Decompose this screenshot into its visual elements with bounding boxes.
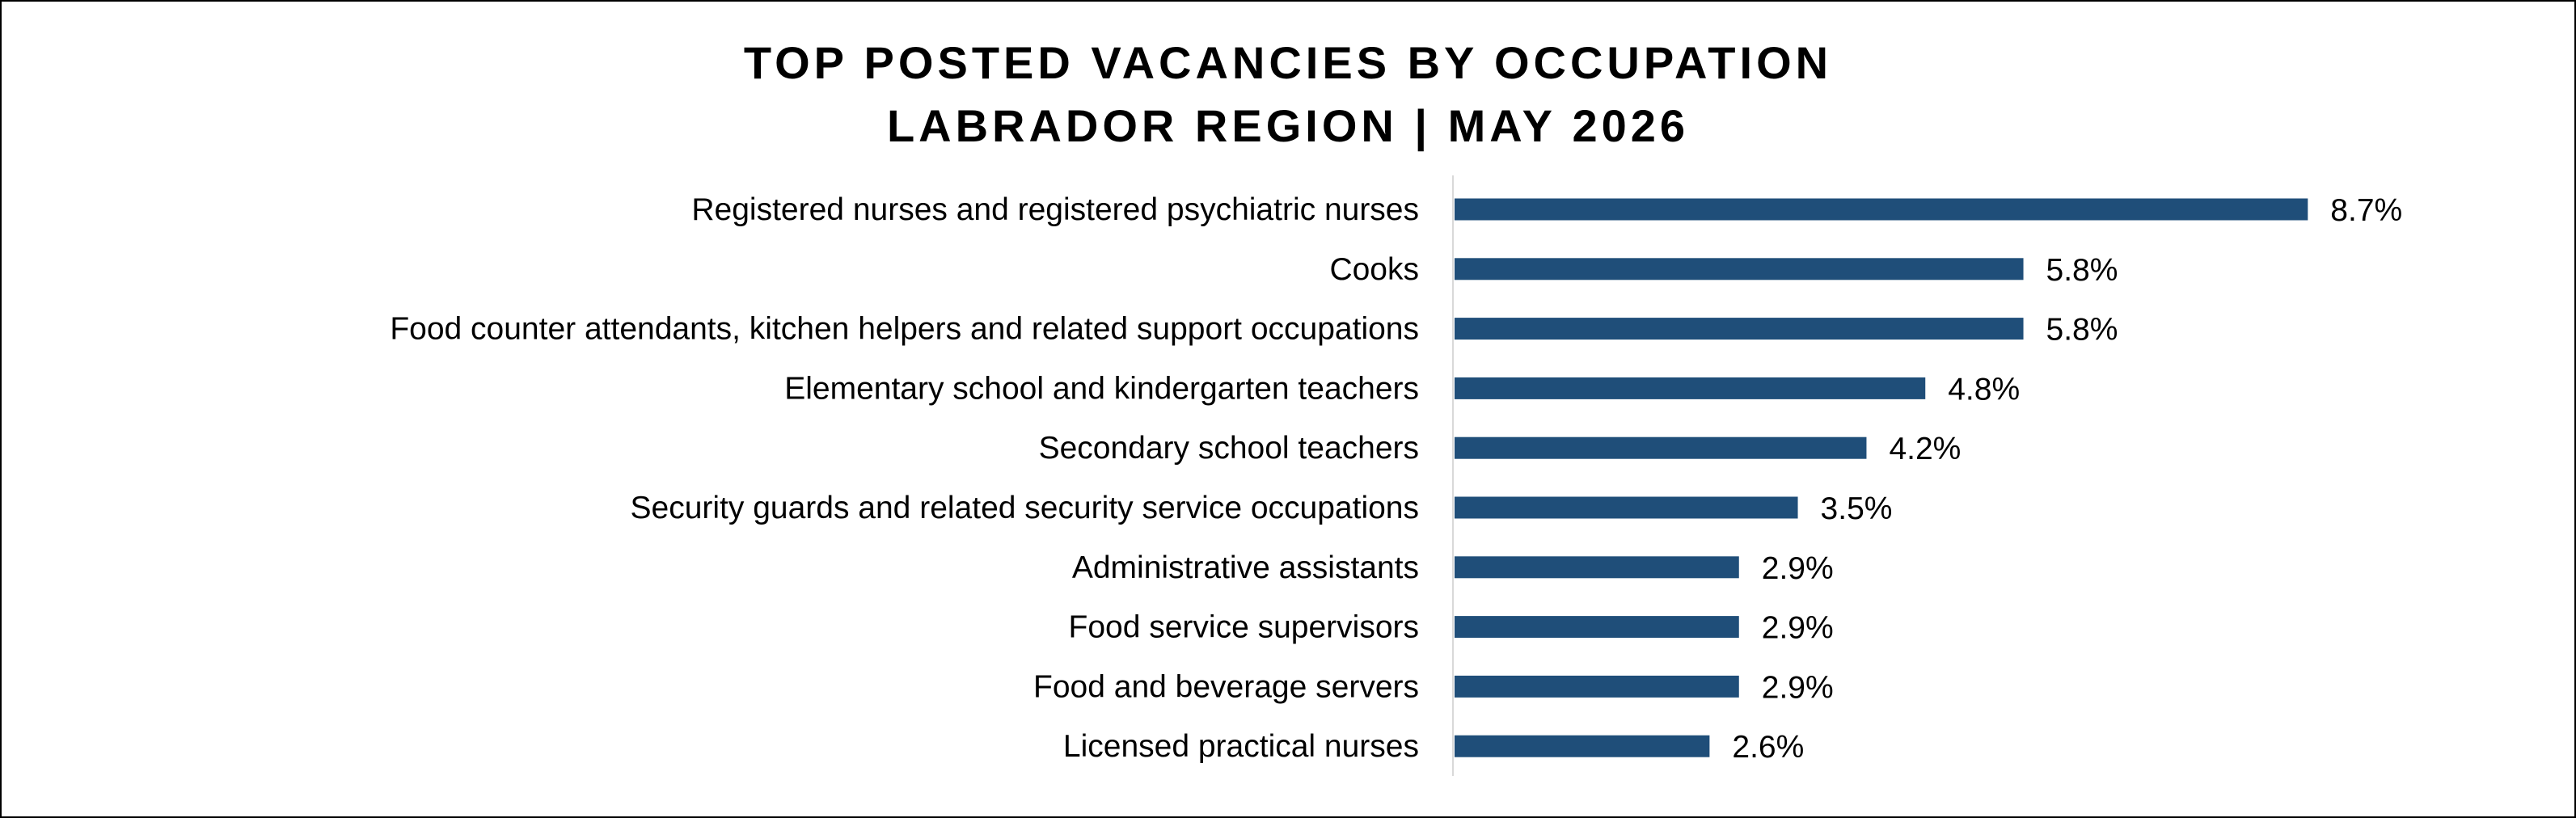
data-label: 4.2%: [1889, 432, 1962, 467]
category-label: Licensed practical nurses: [1062, 729, 1419, 765]
data-label: 8.7%: [2330, 193, 2403, 228]
chart-title: TOP POSTED VACANCIES BY OCCUPATION: [743, 37, 1833, 88]
data-label: 2.9%: [1761, 610, 1834, 646]
category-label: Registered nurses and registered psychiatric nurses: [691, 192, 1419, 227]
category-label: Food service supervisors: [1068, 609, 1419, 645]
category-labels: [390, 192, 1419, 764]
category-label: Food counter attendants, kitchen helpers and related support occupations: [390, 311, 1419, 347]
category-label: Administrative assistants: [1071, 550, 1419, 585]
bar: [1455, 616, 1739, 638]
bar: [1455, 258, 2024, 280]
bars: [1455, 199, 2308, 757]
category-label: Secondary school teachers: [1038, 431, 1419, 466]
data-label: 5.8%: [2046, 252, 2118, 288]
data-label: 2.9%: [1761, 550, 1834, 586]
data-label: 3.5%: [1820, 491, 1893, 526]
category-label: Food and beverage servers: [1033, 669, 1419, 705]
bar: [1455, 497, 1798, 519]
data-label: 5.8%: [2046, 312, 2118, 348]
bar: [1455, 199, 2308, 221]
bar: [1455, 437, 1866, 459]
category-label: Security guards and related security service occupations: [630, 491, 1419, 525]
bar: [1455, 736, 1709, 757]
data-label: 2.9%: [1761, 670, 1834, 706]
chart-subtitle: LABRADOR REGION | MAY 2026: [886, 100, 1690, 151]
bar: [1455, 377, 1925, 399]
bar: [1455, 556, 1739, 578]
data-label: 4.8%: [1948, 372, 2021, 407]
category-label: Elementary school and kindergarten teachers: [784, 371, 1419, 407]
category-label: Cooks: [1329, 251, 1419, 287]
bar: [1455, 318, 2024, 339]
data-label: 2.6%: [1732, 730, 1805, 765]
bar: [1455, 676, 1739, 698]
